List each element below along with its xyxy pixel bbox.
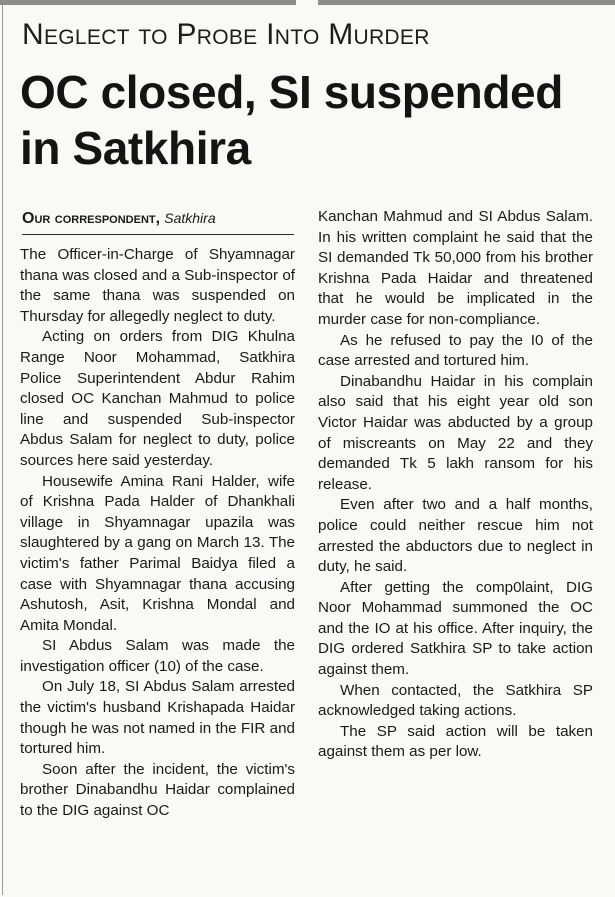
paragraph: The SP said action will be taken against them as per low. xyxy=(318,722,593,761)
paragraph: On July 18, SI Abdus Salam arrested the victim's husband Krishapada Haidar though he was not named in the FIR and tortured him. xyxy=(20,678,295,758)
paragraph: Housewife Amina Rani Halder, wife of Krishna Pada Halder of Dhankhali village in Shyamnagar upazila was slaughtered by a gang on March 13. The victim's father Parimal Baidya filed a case with Shyamnagar thana accusing Ashutosh, Asit, Krishna Mondal and Amita Mondal. xyxy=(20,472,295,634)
paragraph: Kanchan Mahmud and SI Abdus Salam. In his written complaint he said that the SI demanded Tk 50,000 from his brother Krishna Pada Haidar and threatened that he would be implicated in the murder case for non-compliance. xyxy=(318,208,593,328)
paragraph: Even after two and a half months, police could neither rescue him not arrested the abductors due to neglect in duty, he said. xyxy=(318,496,593,576)
byline-author: Our correspondent, xyxy=(22,210,161,227)
kicker-headline: Neglect to Probe Into Murder xyxy=(22,18,430,51)
paragraph: The Officer-in-Charge of Shyamnagar thana was closed and a Sub-inspector of the same thana was suspended on Thursday for allegedly neglect to duty. xyxy=(20,246,295,325)
paragraph: Dinabandhu Haidar in his complain also said that his eight year old son Victor Haidar was abducted by a group of miscreants on May 22 and they demanded Tk 5 lakh ransom for his release. xyxy=(318,372,593,493)
paragraph: As he refused to pay the I0 of the case arrested and tortured him. xyxy=(318,331,593,370)
byline-location: Satkhira xyxy=(164,210,216,226)
paragraph: Acting on orders from DIG Khulna Range Noor Mohammad, Satkhira Police Superintendent Abdur Rahim closed OC Kanchan Mahmud to police line and suspended Sub-inspector Abdus Salam for neglect to duty, police sources here said yesterday. xyxy=(20,328,295,469)
left-column xyxy=(20,245,295,822)
paragraph: Soon after the incident, the victim's brother Dinabandhu Haidar complained to the DIG against OC xyxy=(20,760,295,820)
paragraph: When contacted, the Satkhira SP acknowledged taking actions. xyxy=(318,681,593,720)
byline-rule xyxy=(22,234,294,235)
main-headline: OC closed, SI suspended in Satkhira xyxy=(20,66,563,174)
paragraph: SI Abdus Salam was made the investigation officer (10) of the case. xyxy=(20,637,295,675)
paragraph: After getting the comp0laint, DIG Noor Mohammad summoned the OC and the IO at his office. After inquiry, the DIG ordered Satkhira SP to take action against them. xyxy=(318,578,593,679)
byline xyxy=(22,208,292,229)
right-column xyxy=(318,207,593,763)
